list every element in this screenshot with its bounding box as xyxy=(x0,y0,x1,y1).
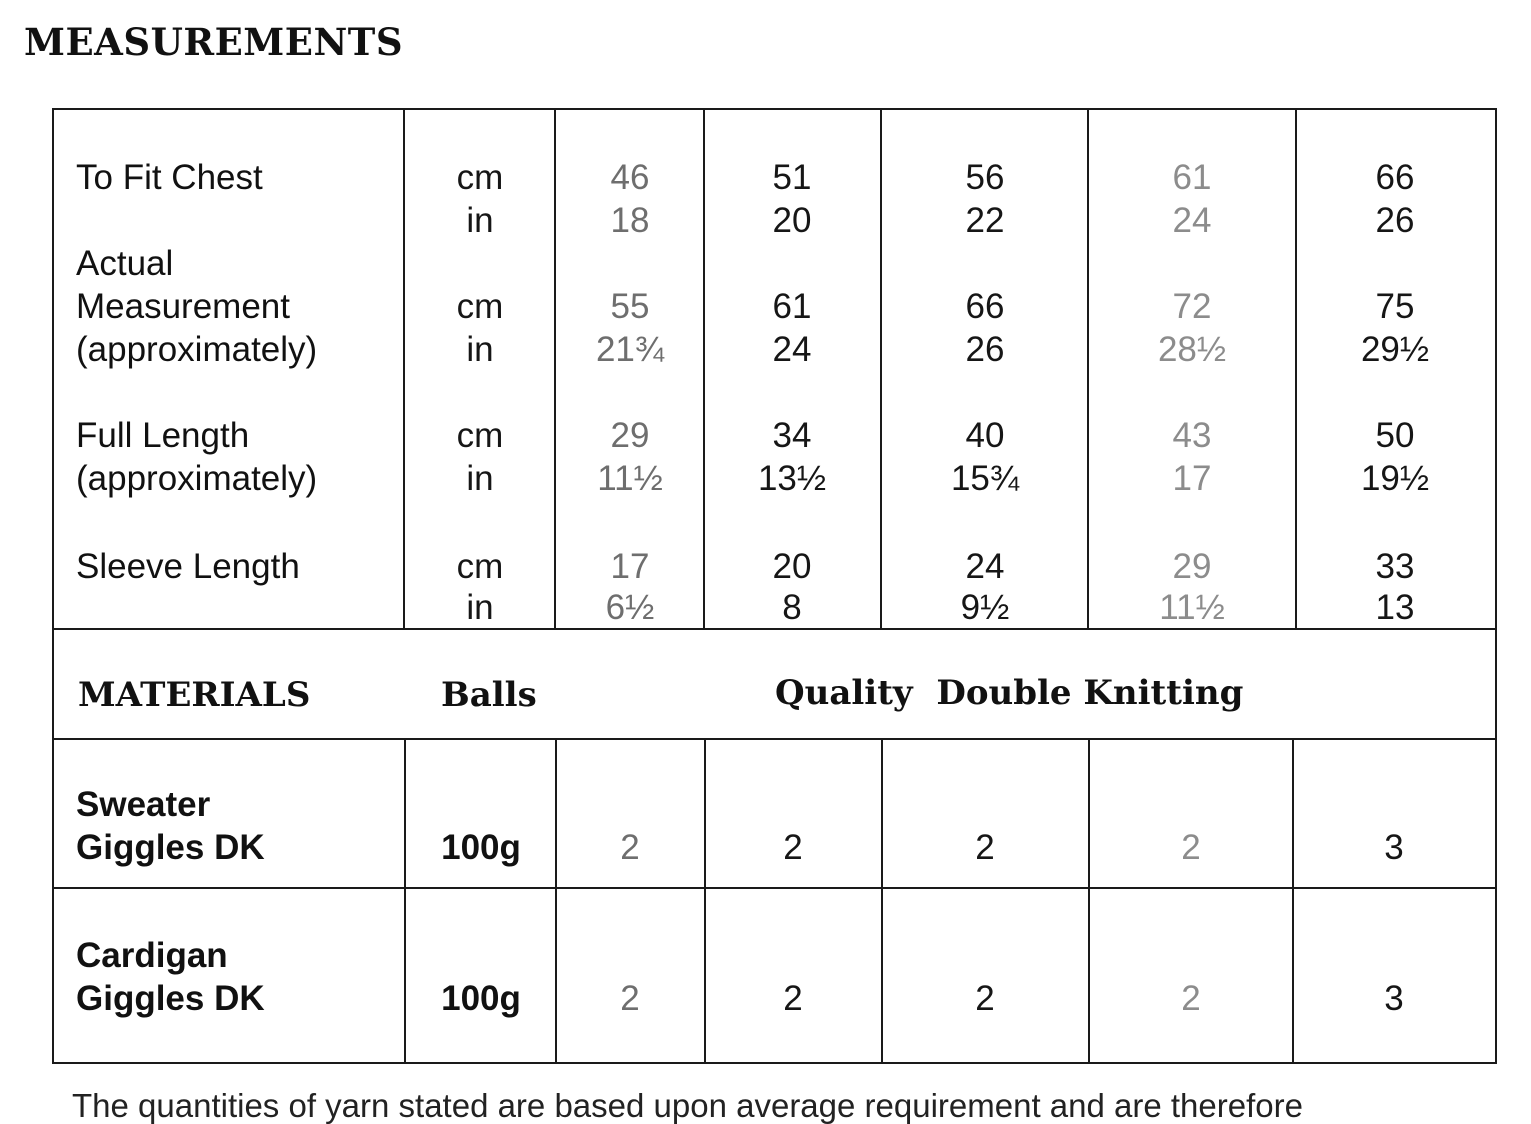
value-cell: 33 xyxy=(1375,547,1415,586)
value-cell: 2 xyxy=(620,828,640,867)
value-cell: 61 xyxy=(772,287,812,326)
value-cell: 13 xyxy=(1375,588,1415,627)
value-cell: 2 xyxy=(975,979,995,1018)
row-label-full-length: (approximately) xyxy=(76,459,318,498)
value-cell: 24 xyxy=(772,330,812,369)
row-label-actual-measurement: Actual xyxy=(76,244,174,283)
value-cell: 29 xyxy=(1172,547,1212,586)
value-cell: 28½ xyxy=(1157,330,1227,369)
value-cell: 2 xyxy=(975,828,995,867)
value-cell: 13½ xyxy=(757,459,827,498)
value-cell: 51 xyxy=(772,158,812,197)
unit-in: in xyxy=(466,588,494,627)
table-divider xyxy=(1087,108,1089,630)
yarn-label-sweater: Giggles DK xyxy=(76,828,265,867)
value-cell: 8 xyxy=(782,588,802,627)
value-cell: 11½ xyxy=(1159,588,1225,627)
value-cell: 2 xyxy=(1181,828,1201,867)
table-divider xyxy=(1292,738,1294,1064)
value-cell: 2 xyxy=(783,979,803,1018)
materials-heading: MATERIALS xyxy=(78,675,311,715)
value-cell: 24 xyxy=(1172,201,1212,240)
value-cell: 20 xyxy=(772,547,812,586)
table-divider xyxy=(52,887,1497,889)
value-cell: 3 xyxy=(1384,979,1404,1018)
value-cell: 61 xyxy=(1172,158,1212,197)
table-divider xyxy=(555,738,557,1064)
value-cell: 24 xyxy=(965,547,1005,586)
value-cell: 50 xyxy=(1375,416,1415,455)
value-cell: 19½ xyxy=(1360,459,1430,498)
value-cell: 29 xyxy=(610,416,650,455)
yarn-label-cardigan: Cardigan xyxy=(76,936,228,975)
value-cell: 17 xyxy=(610,547,650,586)
value-cell: 66 xyxy=(965,287,1005,326)
value-cell: 26 xyxy=(1375,201,1415,240)
table-divider xyxy=(1295,108,1297,630)
row-label-to-fit-chest: To Fit Chest xyxy=(76,158,263,197)
unit-cm: cm xyxy=(456,158,504,197)
table-divider xyxy=(554,108,556,630)
value-cell: 11½ xyxy=(597,459,663,498)
value-cell: 2 xyxy=(783,828,803,867)
yarn-label-cardigan: Giggles DK xyxy=(76,979,265,1018)
table-divider xyxy=(881,738,883,1064)
yarn-label-sweater: Sweater xyxy=(76,785,211,824)
unit-cm: cm xyxy=(456,416,504,455)
value-cell: 6½ xyxy=(605,588,655,627)
value-cell: 40 xyxy=(965,416,1005,455)
value-cell: 55 xyxy=(610,287,650,326)
unit-cm: cm xyxy=(456,287,504,326)
value-cell: 3 xyxy=(1384,828,1404,867)
value-cell: 43 xyxy=(1172,416,1212,455)
value-cell: 56 xyxy=(965,158,1005,197)
value-cell: 15¾ xyxy=(950,459,1020,498)
value-cell: 46 xyxy=(610,158,650,197)
unit-cm: cm xyxy=(456,547,504,586)
value-cell: 21¾ xyxy=(595,330,665,369)
row-label-full-length: Full Length xyxy=(76,416,250,455)
row-label-actual-measurement: (approximately) xyxy=(76,330,318,369)
table-divider xyxy=(880,108,882,630)
value-cell: 29½ xyxy=(1360,330,1430,369)
value-cell: 9½ xyxy=(960,588,1010,627)
page-title: MEASUREMENTS xyxy=(24,20,404,64)
value-cell: 18 xyxy=(610,201,650,240)
value-cell: 26 xyxy=(965,330,1005,369)
value-cell: 75 xyxy=(1375,287,1415,326)
unit-in: in xyxy=(466,201,494,240)
value-cell: 20 xyxy=(772,201,812,240)
table-divider xyxy=(403,108,405,630)
row-label-sleeve-length: Sleeve Length xyxy=(76,547,300,586)
value-cell: 2 xyxy=(1181,979,1201,1018)
value-cell: 72 xyxy=(1172,287,1212,326)
table-divider xyxy=(404,738,406,1064)
table-divider xyxy=(1088,738,1090,1064)
value-cell: 34 xyxy=(772,416,812,455)
balls-heading: Balls xyxy=(441,675,537,715)
unit-in: in xyxy=(466,459,494,498)
footer-note: The quantities of yarn stated are based upon average requirement and are therefore xyxy=(72,1087,1303,1124)
value-cell: 66 xyxy=(1375,158,1415,197)
row-label-actual-measurement: Measurement xyxy=(76,287,290,326)
value-cell: 17 xyxy=(1172,459,1212,498)
yarn-weight: 100g xyxy=(441,979,521,1018)
unit-in: in xyxy=(466,330,494,369)
yarn-weight: 100g xyxy=(441,828,521,867)
value-cell: 2 xyxy=(620,979,640,1018)
table-divider xyxy=(703,108,705,630)
value-cell: 22 xyxy=(965,201,1005,240)
quality-heading: Quality Double Knitting xyxy=(775,673,1244,713)
table-divider xyxy=(704,738,706,1064)
yarn-table xyxy=(52,738,1497,1064)
